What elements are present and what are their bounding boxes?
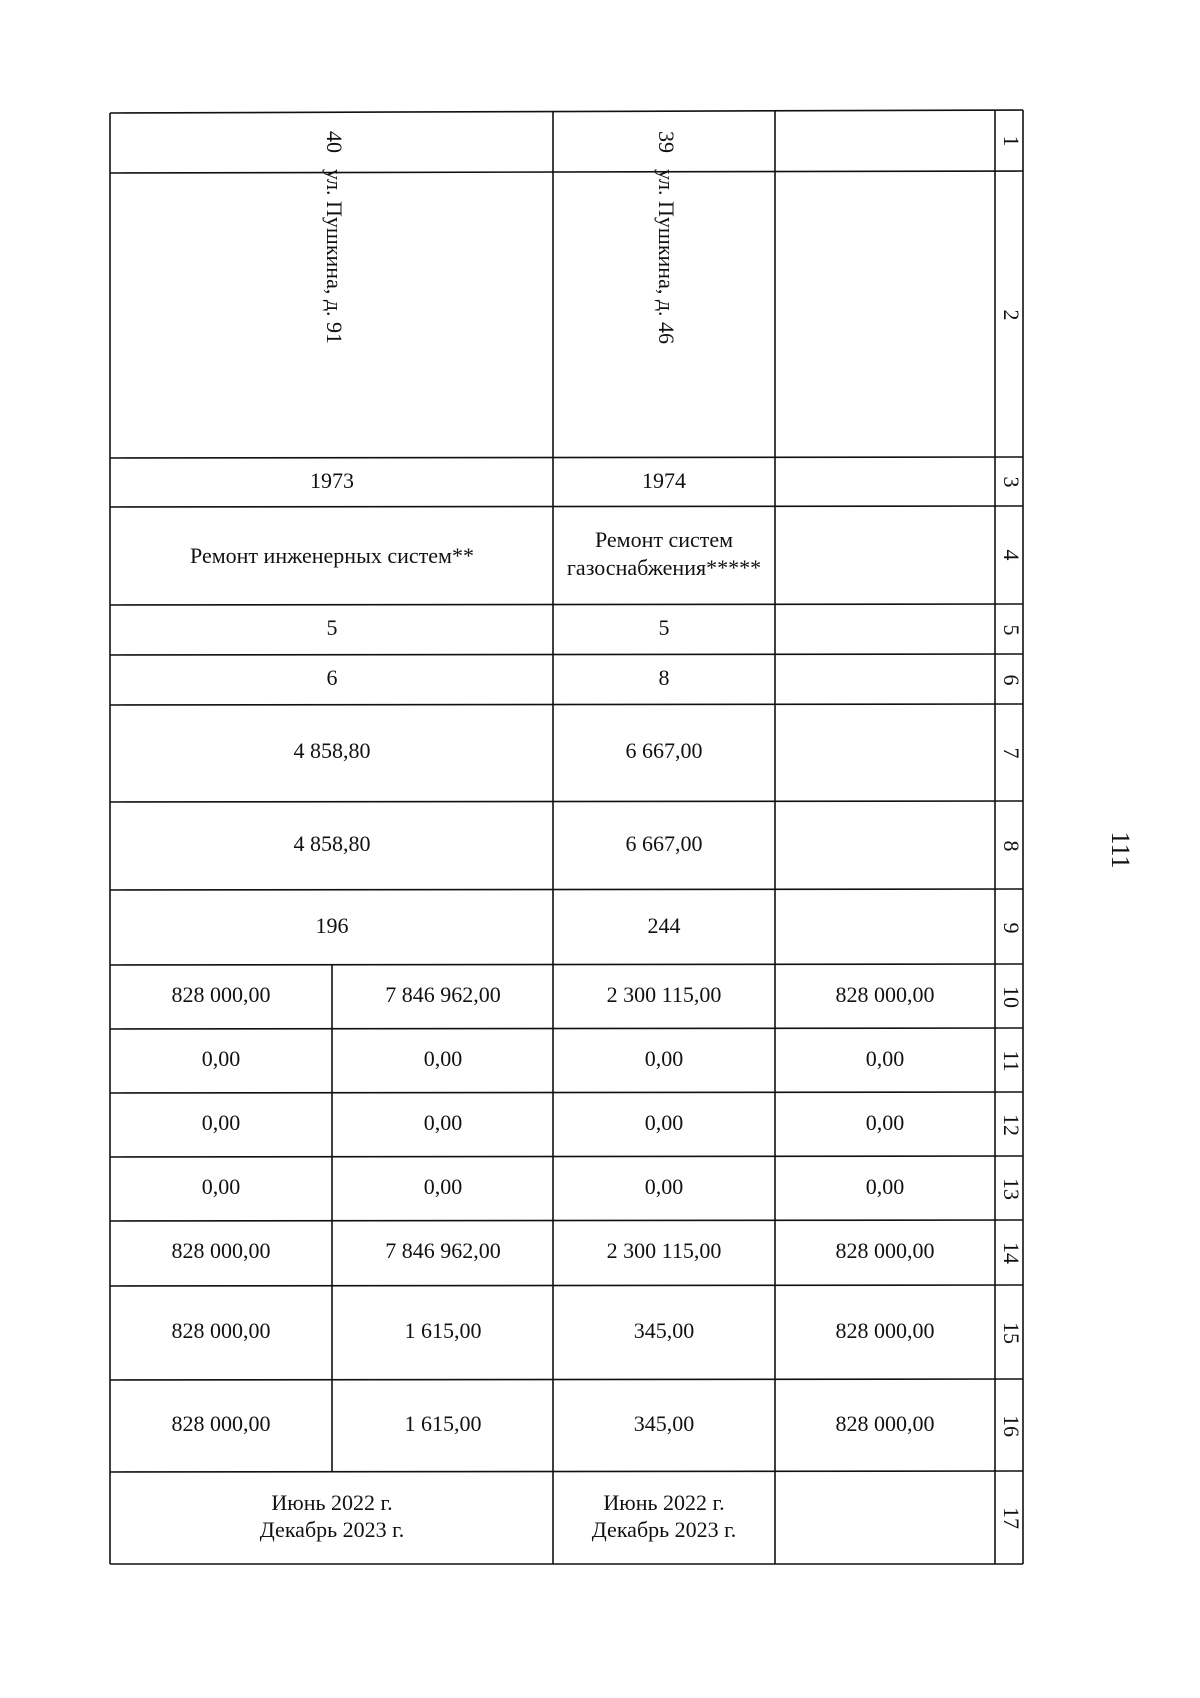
work-type: Ремонт инженерных систем** [190, 543, 474, 569]
row-index-7: 7 [998, 747, 1024, 759]
money-cell: 828 000,00 [171, 982, 271, 1008]
money-cell: 1 615,00 [404, 1411, 482, 1437]
row-index-16: 16 [998, 1415, 1024, 1437]
row-index-15: 15 [998, 1322, 1024, 1344]
row-index-13: 13 [998, 1178, 1024, 1200]
money-cell: 345,00 [633, 1411, 695, 1437]
table-grid [110, 110, 1023, 1564]
build-year: 1974 [642, 468, 686, 494]
money-cell: 0,00 [865, 1174, 905, 1200]
row-index-12: 12 [998, 1114, 1024, 1136]
row-index-11: 11 [998, 1050, 1024, 1072]
row-index-6: 6 [998, 674, 1024, 686]
money-cell: 0,00 [423, 1110, 463, 1136]
money-cell: 0,00 [423, 1046, 463, 1072]
term-end: Декабрь 2023 г. [259, 1517, 405, 1543]
money-cell: 7 846 962,00 [385, 1238, 501, 1264]
row-index-9: 9 [998, 922, 1024, 934]
build-year: 1973 [310, 468, 354, 494]
floors-value: 5 [326, 615, 338, 641]
record-address: ул. Пушкина, д. 46 [653, 169, 679, 345]
total-area-value: 6 667,00 [625, 738, 703, 764]
money-cell: 2 300 115,00 [606, 1238, 722, 1264]
money-cell: 0,00 [201, 1110, 241, 1136]
residential-area-value: 4 858,80 [293, 831, 371, 857]
record-number: 39 [653, 131, 679, 153]
record-address: ул. Пушкина, д. 91 [321, 169, 347, 345]
work-type-line-1: Ремонт систем [594, 527, 734, 553]
money-cell: 828 000,00 [835, 1411, 935, 1437]
money-cell: 345,00 [633, 1318, 695, 1344]
money-cell: 2 300 115,00 [606, 982, 722, 1008]
term-start: Июнь 2022 г. [603, 1490, 725, 1516]
money-cell: 0,00 [644, 1046, 684, 1072]
floors-value: 5 [658, 615, 670, 641]
entrances-value: 6 [326, 665, 338, 691]
money-cell: 828 000,00 [171, 1318, 271, 1344]
money-cell: 0,00 [865, 1046, 905, 1072]
row-index-17: 17 [998, 1507, 1024, 1529]
money-cell: 0,00 [644, 1174, 684, 1200]
row-index-1: 1 [998, 135, 1024, 147]
money-cell: 0,00 [423, 1174, 463, 1200]
money-cell: 828 000,00 [171, 1238, 271, 1264]
page-number: 111 [1106, 831, 1136, 869]
row-index-4: 4 [998, 549, 1024, 561]
row-index-8: 8 [998, 840, 1024, 852]
money-cell: 0,00 [201, 1174, 241, 1200]
row-index-2: 2 [998, 309, 1024, 321]
money-cell: 0,00 [644, 1110, 684, 1136]
row-index-10: 10 [998, 986, 1024, 1008]
money-cell: 828 000,00 [835, 982, 935, 1008]
record-number: 40 [321, 131, 347, 153]
money-cell: 828 000,00 [835, 1238, 935, 1264]
money-cell: 7 846 962,00 [385, 982, 501, 1008]
row-index-14: 14 [998, 1242, 1024, 1264]
term-start: Июнь 2022 г. [271, 1490, 393, 1516]
row-index-5: 5 [998, 624, 1024, 636]
work-type-line-2: газоснабжения***** [566, 555, 762, 581]
money-cell: 0,00 [201, 1046, 241, 1072]
residents-value: 196 [315, 913, 349, 939]
row-index-column [999, 136, 1024, 1530]
money-cell: 828 000,00 [171, 1411, 271, 1437]
residential-area-value: 6 667,00 [625, 831, 703, 857]
total-area-value: 4 858,80 [293, 738, 371, 764]
money-cell: 1 615,00 [404, 1318, 482, 1344]
term-end: Декабрь 2023 г. [591, 1517, 737, 1543]
money-cell: 828 000,00 [835, 1318, 935, 1344]
money-cell: 0,00 [865, 1110, 905, 1136]
residents-value: 244 [647, 913, 681, 939]
row-index-3: 3 [998, 476, 1024, 488]
entrances-value: 8 [658, 665, 670, 691]
